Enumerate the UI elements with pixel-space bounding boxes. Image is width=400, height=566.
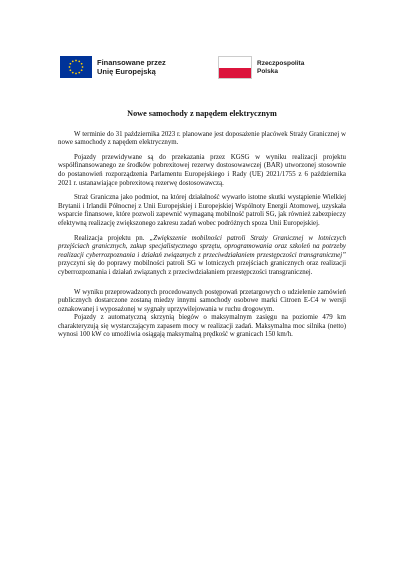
paragraph-5: W wyniku przeprowadzonych procedowanych postępowań przetargowych o udzielenie zamówień publicznych dostarczone zostaną miedzy innymi samochody osobowe marki Citroen E-C4 w wersji oznakowanej i wyposażonej w sygnały uprzywilejowania w ruchu drogowym. bbox=[58, 288, 346, 313]
poland-flag-icon bbox=[218, 56, 252, 79]
paragraph-3: Straż Graniczna jako podmiot, na której działalność wywarło istotne skutki wystąpienie Wielkiej Brytanii i Irlandii Północnej z Unii Europejskiej i Europejskiej Wspólnoty Energii Atomowej, uzyskała wsparcie finansowe, które pozwoli zapewnić wymaganą mobilność patroli SG, jak również zabezpieczy efektywną realizację zwiększonego zakresu zadań wobec podróżnych spoza Unii Europejskiej. bbox=[58, 194, 346, 227]
poland-logo bbox=[218, 56, 304, 79]
paragraph-4-rest: przyczyni się do poprawy mobilności patroli SG w lotniczych przejściach granicznych oraz realizacji cyberrozpoznania i działań związanych z przeciwdziałaniem przestępczości transgranicznej. bbox=[58, 260, 346, 276]
project-name: „Zwiększenie mobilności patroli Straży Granicznej w lotniczych przejściach granicznych, zakup specjalistycznego sprzętu, oprogramowania oraz szkoleń na potrzeby realizacji cyberrozpoznania i działań związanych z przeciwdziałaniem przestępczości transgranicznej” bbox=[58, 234, 347, 259]
paragraph-4-intro: Realizacja projektu pn. bbox=[74, 234, 150, 242]
eu-logo-text bbox=[97, 58, 166, 76]
paragraph-6: Pojazdy z automatyczną skrzynią biegów o maksymalnym zasięgu na poziomie 479 km charakteryzują się wystarczającym zapasem mocy w realizacji zadań. Maksymalna moc silnika (netto) wynosi 100 kW co umożliwia osiągają maksymalną prędkość w granicach 150 km/h. bbox=[58, 314, 346, 339]
poland-logo-line1: Rzeczpospolita bbox=[257, 59, 305, 67]
logo-bar bbox=[60, 56, 340, 82]
paragraph-2: Pojazdy przewidywane są do przekazania przez KGSG w wyniku realizacji projektu współfinansowanego ze środków pobrexitowej rezerwy dostosowawczej (BAR) utworzonej stosownie do postanowień rozporządzenia Parlamentu Europejskiego i Rady (UE) 2021/1755 z 6 października 2021 r. ustanawiające pobrexitową rezerwę dostosowawczą. bbox=[58, 153, 346, 187]
poland-logo-text bbox=[257, 60, 304, 76]
document-body bbox=[58, 110, 346, 346]
poland-logo-line2: Polska bbox=[257, 67, 278, 75]
eu-funding-logo bbox=[60, 56, 166, 78]
paragraph-4 bbox=[58, 235, 346, 278]
eu-logo-line2: Unię Europejską bbox=[97, 67, 156, 76]
eu-logo-line1: Finansowane przez bbox=[97, 58, 166, 67]
document-title: Nowe samochody z napędem elektrycznym bbox=[127, 109, 277, 118]
paragraph-1: W terminie do 31 października 2023 r. planowane jest doposażenie placówek Straży Granicznej w nowe samochody z napędem elektrycznym. bbox=[58, 130, 346, 147]
eu-flag-icon bbox=[60, 56, 92, 78]
